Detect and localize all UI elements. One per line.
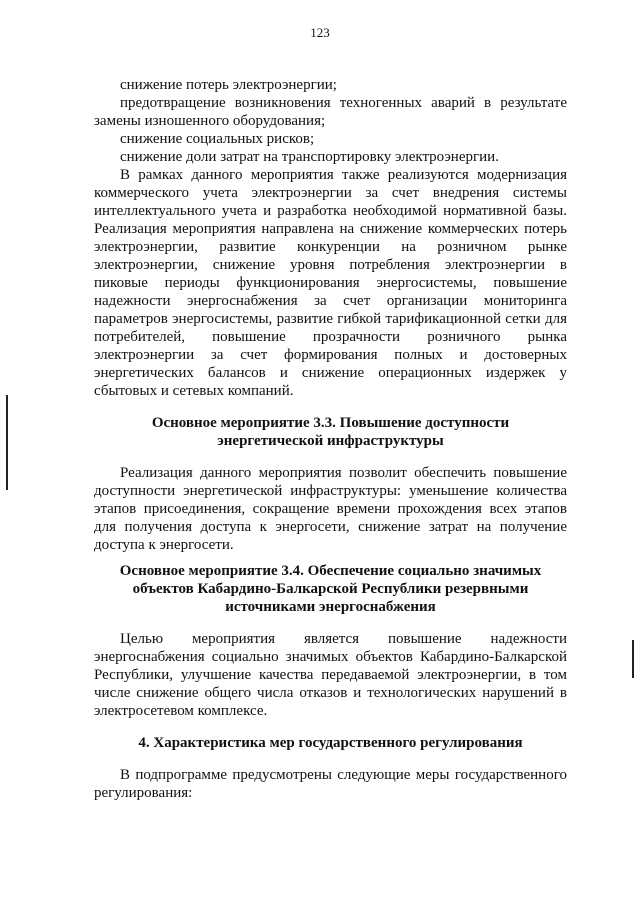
list-item: снижение потерь электроэнергии; (120, 77, 337, 93)
list-item: снижение доли затрат на транспортировку электроэнергии. (120, 149, 499, 165)
page-number: 123 (310, 25, 330, 40)
section-3-4-heading-line3: источниками энергоснабжения (225, 599, 436, 615)
section-3-4-heading-line1: Основное мероприятие 3.4. Обеспечение социально значимых (119, 563, 542, 579)
list-item: снижение социальных рисков; (120, 131, 315, 147)
left-margin-mark (6, 395, 8, 490)
section-3-3-heading-line1: Основное мероприятие 3.3. Повышение доступности (151, 415, 510, 431)
document-body (94, 76, 567, 802)
section-3-3-text: Реализация данного мероприятия позволит обеспечить повышение доступности энергетической инфраструктуры: уменьшение количества этапов присоединения, сокращение времени прохождения всех этапов для получения доступа к энергосети, снижение затрат на получение доступа к энергосети. (94, 465, 567, 553)
list-item: предотвращение возникновения техногенных аварий в результате замены изношенного оборудования; (94, 95, 567, 129)
section-3-4-heading-line2: объектов Кабардино-Балкарской Республики резервными (132, 581, 529, 597)
paragraph-modernization: В рамках данного мероприятия также реализуются модернизация коммерческого учета электроэнергии за счет внедрения системы интеллектуального учета и разработка необходимой нормативной базы. Реализация мероприятия направлена на снижение коммерческих потерь электроэнергии, развитие конкуренции на розничном рынке электроэнергии, снижение уровня потребления электроэнергии в пиковые периоды функционирования энергосистемы, повышение надежности энергоснабжения за счет организации мониторинга параметров энергосистемы, развитие гибкой тарификационной сетки для потребителей, повышение прозрачности розничного рынка электроэнергии за счет формирования полных и достоверных энергетических балансов и снижение операционных издержек у сбытовых и сетевых компаний. (94, 167, 567, 399)
section-3-4-text: Целью мероприятия является повышение надежности энергоснабжения социально значимых объектов Кабардино-Балкарской Республики, улучшение качества передаваемой электроэнергии, в том числе снижение общего числа отказов и технологических нарушений в электросетевом комплексе. (94, 631, 567, 719)
section-4-text: В подпрограмме предусмотрены следующие меры государственного регулирования: (94, 767, 567, 801)
right-margin-mark (632, 640, 634, 678)
section-3-3-heading-line2: энергетической инфраструктуры (217, 433, 444, 449)
section-4-heading: 4. Характеристика мер государственного регулирования (138, 735, 523, 751)
